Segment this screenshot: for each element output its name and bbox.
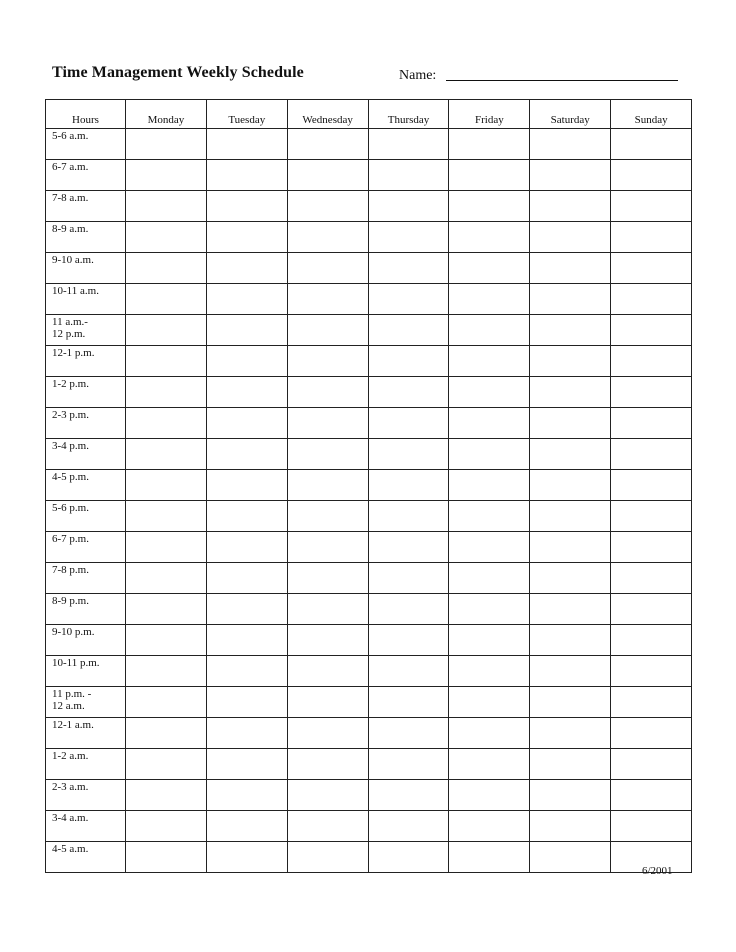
schedule-cell-friday[interactable] (449, 811, 530, 842)
schedule-cell-monday[interactable] (126, 594, 207, 625)
hours-column-header: Hours (46, 100, 126, 129)
schedule-cell-thursday[interactable] (368, 160, 449, 191)
schedule-cell-thursday[interactable] (368, 656, 449, 687)
table-row (46, 160, 692, 191)
schedule-cell-monday[interactable] (126, 160, 207, 191)
schedule-cell-sunday[interactable] (611, 563, 692, 594)
schedule-cell-thursday[interactable] (368, 346, 449, 377)
schedule-cell-tuesday[interactable] (206, 563, 287, 594)
schedule-cell-thursday[interactable] (368, 191, 449, 222)
schedule-cell-monday[interactable] (126, 532, 207, 563)
day-header-friday: Friday (449, 100, 530, 129)
schedule-cell-saturday[interactable] (530, 656, 611, 687)
schedule-cell-sunday[interactable] (611, 222, 692, 253)
schedule-cell-saturday[interactable] (530, 160, 611, 191)
schedule-cell-saturday[interactable] (530, 191, 611, 222)
schedule-cell-tuesday[interactable] (206, 687, 287, 718)
schedule-cell-tuesday[interactable] (206, 315, 287, 346)
table-row (46, 129, 692, 160)
table-row (46, 191, 692, 222)
day-header-sunday: Sunday (611, 100, 692, 129)
schedule-cell-monday[interactable] (126, 222, 207, 253)
time-slot-label: 4-5 p.m. (46, 470, 126, 501)
schedule-cell-saturday[interactable] (530, 842, 611, 873)
schedule-cell-monday[interactable] (126, 439, 207, 470)
schedule-cell-wednesday[interactable] (287, 625, 368, 656)
schedule-body (46, 129, 692, 873)
schedule-cell-tuesday[interactable] (206, 780, 287, 811)
schedule-cell-wednesday[interactable] (287, 191, 368, 222)
schedule-cell-tuesday[interactable] (206, 656, 287, 687)
time-slot-label: 5-6 p.m. (46, 501, 126, 532)
schedule-cell-wednesday[interactable] (287, 594, 368, 625)
schedule-cell-thursday[interactable] (368, 439, 449, 470)
table-row (46, 346, 692, 377)
schedule-cell-saturday[interactable] (530, 129, 611, 160)
table-row (46, 377, 692, 408)
schedule-cell-wednesday[interactable] (287, 718, 368, 749)
schedule-cell-saturday[interactable] (530, 687, 611, 718)
schedule-cell-monday[interactable] (126, 470, 207, 501)
schedule-cell-monday[interactable] (126, 346, 207, 377)
schedule-cell-friday[interactable] (449, 594, 530, 625)
schedule-cell-sunday[interactable] (611, 377, 692, 408)
page-title: Time Management Weekly Schedule (52, 64, 304, 81)
table-row (46, 439, 692, 470)
schedule-cell-tuesday[interactable] (206, 408, 287, 439)
table-row (46, 532, 692, 563)
schedule-cell-friday[interactable] (449, 718, 530, 749)
table-row (46, 315, 692, 346)
schedule-cell-wednesday[interactable] (287, 408, 368, 439)
schedule-cell-sunday[interactable] (611, 594, 692, 625)
time-slot-label: 9-10 a.m. (46, 253, 126, 284)
schedule-cell-thursday[interactable] (368, 470, 449, 501)
schedule-cell-saturday[interactable] (530, 253, 611, 284)
table-row (46, 687, 692, 718)
schedule-cell-monday[interactable] (126, 811, 207, 842)
schedule-cell-tuesday[interactable] (206, 749, 287, 780)
schedule-cell-wednesday[interactable] (287, 470, 368, 501)
time-slot-label: 4-5 a.m. (46, 842, 126, 873)
day-header-saturday: Saturday (530, 100, 611, 129)
table-row (46, 718, 692, 749)
schedule-cell-wednesday[interactable] (287, 780, 368, 811)
schedule-cell-sunday[interactable] (611, 532, 692, 563)
table-row (46, 780, 692, 811)
schedule-cell-friday[interactable] (449, 129, 530, 160)
schedule-cell-saturday[interactable] (530, 470, 611, 501)
schedule-cell-thursday[interactable] (368, 129, 449, 160)
schedule-cell-friday[interactable] (449, 625, 530, 656)
schedule-cell-wednesday[interactable] (287, 315, 368, 346)
time-slot-label: 9-10 p.m. (46, 625, 126, 656)
schedule-cell-monday[interactable] (126, 842, 207, 873)
schedule-cell-tuesday[interactable] (206, 842, 287, 873)
schedule-cell-monday[interactable] (126, 780, 207, 811)
table-row (46, 470, 692, 501)
schedule-cell-thursday[interactable] (368, 532, 449, 563)
time-slot-label: 11 a.m.- 12 p.m. (46, 315, 126, 346)
schedule-cell-friday[interactable] (449, 563, 530, 594)
schedule-cell-monday[interactable] (126, 749, 207, 780)
time-slot-label: 2-3 a.m. (46, 780, 126, 811)
schedule-cell-wednesday[interactable] (287, 222, 368, 253)
schedule-cell-wednesday[interactable] (287, 749, 368, 780)
schedule-cell-sunday[interactable] (611, 408, 692, 439)
schedule-cell-friday[interactable] (449, 532, 530, 563)
schedule-cell-thursday[interactable] (368, 377, 449, 408)
schedule-cell-wednesday[interactable] (287, 811, 368, 842)
schedule-cell-tuesday[interactable] (206, 501, 287, 532)
schedule-cell-thursday[interactable] (368, 718, 449, 749)
schedule-cell-wednesday[interactable] (287, 377, 368, 408)
schedule-cell-saturday[interactable] (530, 625, 611, 656)
table-row (46, 749, 692, 780)
schedule-cell-friday[interactable] (449, 749, 530, 780)
schedule-cell-wednesday[interactable] (287, 563, 368, 594)
time-slot-label: 6-7 p.m. (46, 532, 126, 563)
schedule-cell-friday[interactable] (449, 346, 530, 377)
time-slot-label: 5-6 a.m. (46, 129, 126, 160)
schedule-cell-sunday[interactable] (611, 315, 692, 346)
time-slot-label: 8-9 a.m. (46, 222, 126, 253)
schedule-cell-thursday[interactable] (368, 284, 449, 315)
schedule-cell-thursday[interactable] (368, 811, 449, 842)
schedule-cell-friday[interactable] (449, 439, 530, 470)
schedule-cell-saturday[interactable] (530, 408, 611, 439)
schedule-cell-sunday[interactable] (611, 718, 692, 749)
table-row (46, 408, 692, 439)
schedule-cell-monday[interactable] (126, 408, 207, 439)
schedule-cell-wednesday[interactable] (287, 501, 368, 532)
schedule-cell-friday[interactable] (449, 315, 530, 346)
schedule-cell-tuesday[interactable] (206, 346, 287, 377)
schedule-cell-monday[interactable] (126, 718, 207, 749)
schedule-cell-monday[interactable] (126, 625, 207, 656)
schedule-cell-thursday[interactable] (368, 501, 449, 532)
schedule-cell-saturday[interactable] (530, 439, 611, 470)
schedule-cell-saturday[interactable] (530, 532, 611, 563)
schedule-cell-tuesday[interactable] (206, 377, 287, 408)
schedule-cell-tuesday[interactable] (206, 253, 287, 284)
schedule-cell-friday[interactable] (449, 501, 530, 532)
table-row (46, 284, 692, 315)
schedule-cell-tuesday[interactable] (206, 191, 287, 222)
table-row (46, 842, 692, 873)
schedule-cell-monday[interactable] (126, 315, 207, 346)
schedule-cell-sunday[interactable] (611, 284, 692, 315)
time-slot-label: 7-8 p.m. (46, 563, 126, 594)
schedule-cell-monday[interactable] (126, 129, 207, 160)
time-slot-label: 1-2 a.m. (46, 749, 126, 780)
name-label: Name: (399, 68, 437, 83)
name-blank-line[interactable] (446, 68, 678, 81)
schedule-cell-tuesday[interactable] (206, 532, 287, 563)
time-slot-label: 12-1 p.m. (46, 346, 126, 377)
schedule-cell-wednesday[interactable] (287, 687, 368, 718)
weekly-schedule-table (45, 99, 692, 873)
schedule-cell-friday[interactable] (449, 687, 530, 718)
schedule-cell-monday[interactable] (126, 687, 207, 718)
schedule-cell-thursday[interactable] (368, 749, 449, 780)
time-slot-label: 10-11 a.m. (46, 284, 126, 315)
schedule-cell-sunday[interactable] (611, 811, 692, 842)
day-header-thursday: Thursday (368, 100, 449, 129)
time-slot-label: 7-8 a.m. (46, 191, 126, 222)
schedule-cell-friday[interactable] (449, 222, 530, 253)
schedule-cell-tuesday[interactable] (206, 811, 287, 842)
schedule-cell-sunday[interactable] (611, 346, 692, 377)
table-row (46, 656, 692, 687)
schedule-cell-wednesday[interactable] (287, 532, 368, 563)
schedule-cell-saturday[interactable] (530, 811, 611, 842)
schedule-cell-friday[interactable] (449, 377, 530, 408)
schedule-cell-sunday[interactable] (611, 129, 692, 160)
schedule-cell-monday[interactable] (126, 253, 207, 284)
schedule-cell-monday[interactable] (126, 656, 207, 687)
schedule-cell-tuesday[interactable] (206, 284, 287, 315)
schedule-cell-thursday[interactable] (368, 594, 449, 625)
schedule-cell-friday[interactable] (449, 408, 530, 439)
table-row (46, 253, 692, 284)
schedule-cell-saturday[interactable] (530, 718, 611, 749)
schedule-cell-saturday[interactable] (530, 563, 611, 594)
table-row (46, 222, 692, 253)
table-row (46, 811, 692, 842)
schedule-cell-thursday[interactable] (368, 253, 449, 284)
schedule-cell-sunday[interactable] (611, 470, 692, 501)
schedule-cell-saturday[interactable] (530, 501, 611, 532)
schedule-cell-tuesday[interactable] (206, 160, 287, 191)
schedule-cell-sunday[interactable] (611, 687, 692, 718)
time-slot-label: 6-7 a.m. (46, 160, 126, 191)
time-slot-label: 3-4 p.m. (46, 439, 126, 470)
schedule-cell-sunday[interactable] (611, 439, 692, 470)
schedule-cell-saturday[interactable] (530, 594, 611, 625)
time-slot-label: 10-11 p.m. (46, 656, 126, 687)
schedule-cell-sunday[interactable] (611, 501, 692, 532)
schedule-cell-saturday[interactable] (530, 284, 611, 315)
schedule-cell-sunday[interactable] (611, 625, 692, 656)
day-header-wednesday: Wednesday (287, 100, 368, 129)
schedule-cell-wednesday[interactable] (287, 656, 368, 687)
time-slot-label: 11 p.m. - 12 a.m. (46, 687, 126, 718)
schedule-cell-wednesday[interactable] (287, 439, 368, 470)
table-row (46, 563, 692, 594)
schedule-cell-wednesday[interactable] (287, 842, 368, 873)
day-header-tuesday: Tuesday (206, 100, 287, 129)
schedule-cell-sunday[interactable] (611, 780, 692, 811)
schedule-cell-friday[interactable] (449, 160, 530, 191)
schedule-cell-thursday[interactable] (368, 222, 449, 253)
schedule-cell-tuesday[interactable] (206, 129, 287, 160)
schedule-cell-saturday[interactable] (530, 377, 611, 408)
schedule-cell-wednesday[interactable] (287, 284, 368, 315)
schedule-cell-monday[interactable] (126, 191, 207, 222)
schedule-cell-friday[interactable] (449, 253, 530, 284)
schedule-cell-monday[interactable] (126, 284, 207, 315)
schedule-cell-friday[interactable] (449, 842, 530, 873)
schedule-cell-monday[interactable] (126, 563, 207, 594)
schedule-cell-thursday[interactable] (368, 315, 449, 346)
schedule-cell-tuesday[interactable] (206, 718, 287, 749)
day-header-monday: Monday (126, 100, 207, 129)
table-row (46, 501, 692, 532)
time-slot-label: 8-9 p.m. (46, 594, 126, 625)
table-row (46, 625, 692, 656)
schedule-cell-sunday[interactable] (611, 253, 692, 284)
name-field[interactable] (399, 66, 678, 84)
time-slot-label: 1-2 p.m. (46, 377, 126, 408)
schedule-cell-sunday[interactable] (611, 191, 692, 222)
time-slot-label: 3-4 a.m. (46, 811, 126, 842)
schedule-cell-thursday[interactable] (368, 687, 449, 718)
schedule-cell-wednesday[interactable] (287, 129, 368, 160)
revision-date: 6/2001 (642, 865, 673, 877)
schedule-cell-tuesday[interactable] (206, 594, 287, 625)
schedule-cell-wednesday[interactable] (287, 160, 368, 191)
schedule-cell-monday[interactable] (126, 501, 207, 532)
schedule-cell-friday[interactable] (449, 284, 530, 315)
schedule-cell-thursday[interactable] (368, 842, 449, 873)
schedule-cell-sunday[interactable] (611, 160, 692, 191)
schedule-cell-saturday[interactable] (530, 749, 611, 780)
schedule-cell-saturday[interactable] (530, 346, 611, 377)
schedule-cell-wednesday[interactable] (287, 346, 368, 377)
schedule-cell-tuesday[interactable] (206, 470, 287, 501)
schedule-cell-sunday[interactable] (611, 749, 692, 780)
schedule-cell-friday[interactable] (449, 191, 530, 222)
time-slot-label: 12-1 a.m. (46, 718, 126, 749)
schedule-cell-monday[interactable] (126, 377, 207, 408)
schedule-cell-thursday[interactable] (368, 625, 449, 656)
schedule-cell-thursday[interactable] (368, 408, 449, 439)
schedule-cell-friday[interactable] (449, 656, 530, 687)
time-slot-label: 2-3 p.m. (46, 408, 126, 439)
schedule-cell-tuesday[interactable] (206, 439, 287, 470)
schedule-cell-thursday[interactable] (368, 780, 449, 811)
header-row (46, 100, 692, 129)
schedule-cell-saturday[interactable] (530, 222, 611, 253)
schedule-cell-saturday[interactable] (530, 780, 611, 811)
schedule-cell-thursday[interactable] (368, 563, 449, 594)
schedule-cell-tuesday[interactable] (206, 625, 287, 656)
schedule-cell-saturday[interactable] (530, 315, 611, 346)
schedule-cell-sunday[interactable] (611, 656, 692, 687)
table-row (46, 594, 692, 625)
schedule-cell-friday[interactable] (449, 470, 530, 501)
schedule-cell-friday[interactable] (449, 780, 530, 811)
schedule-cell-tuesday[interactable] (206, 222, 287, 253)
schedule-cell-wednesday[interactable] (287, 253, 368, 284)
